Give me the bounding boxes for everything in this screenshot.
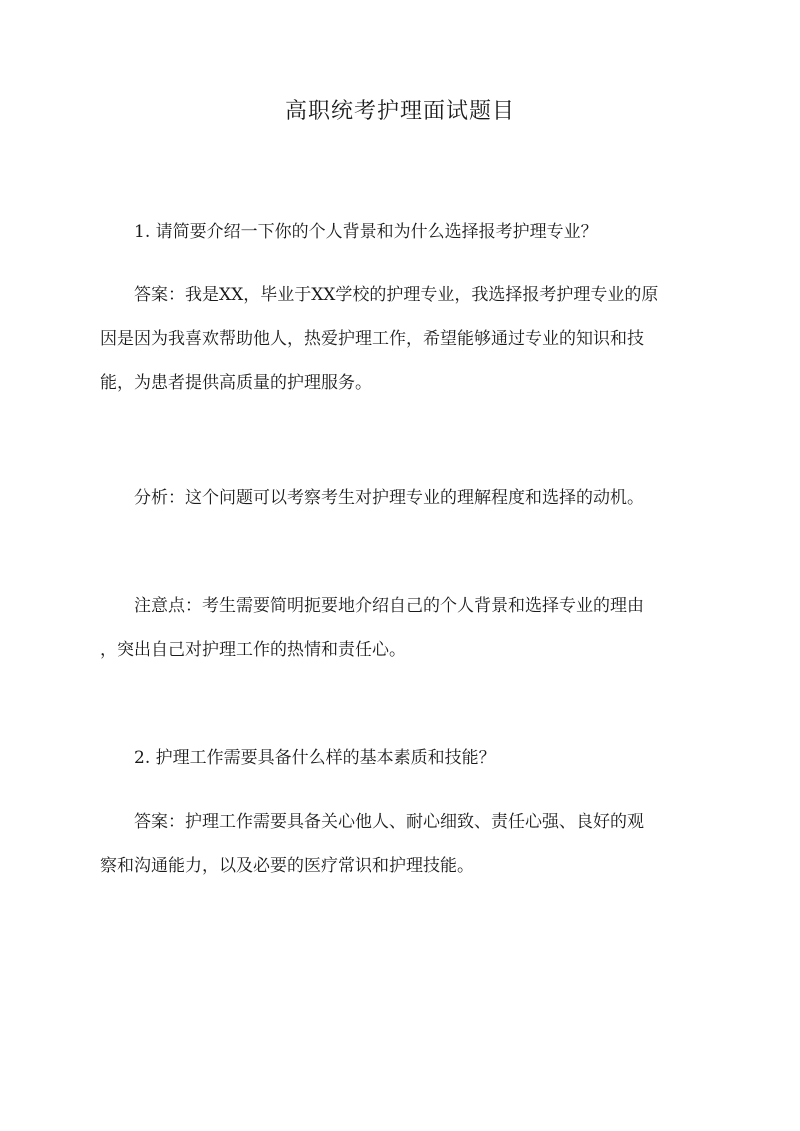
answer-2-line: 察和沟通能力，以及必要的医疗常识和护理技能。	[100, 856, 474, 876]
answer-1-line: 能，为患者提供高质量的护理服务。	[100, 373, 372, 393]
answer-1-line: 答案：我是XX，毕业于XX学校的护理专业，我选择报考护理专业的原	[134, 285, 659, 305]
question-1	[100, 210, 700, 254]
question-2-text: 2. 护理工作需要具备什么样的基本素质和技能？	[134, 748, 496, 768]
question-1-text: 1. 请简要介绍一下你的个人背景和为什么选择报考护理专业？	[134, 222, 598, 242]
answer-2	[100, 800, 700, 888]
analysis-1	[100, 476, 700, 520]
question-2	[100, 736, 700, 780]
document-title: 高职统考护理面试题目	[284, 99, 515, 124]
analysis-1-text: 分析：这个问题可以考察考生对护理专业的理解程度和选择的动机。	[134, 488, 644, 508]
notes-1-line: 注意点：考生需要简明扼要地介绍自己的个人背景和选择专业的理由	[134, 596, 644, 616]
answer-1	[100, 273, 700, 405]
notes-1	[100, 584, 700, 672]
answer-2-line: 答案：护理工作需要具备关心他人、耐心细致、责任心强、良好的观	[134, 812, 644, 832]
answer-1-line: 因是因为我喜欢帮助他人，热爱护理工作，希望能够通过专业的知识和技	[100, 329, 644, 349]
notes-1-line: ，突出自己对护理工作的热情和责任心。	[100, 640, 406, 660]
